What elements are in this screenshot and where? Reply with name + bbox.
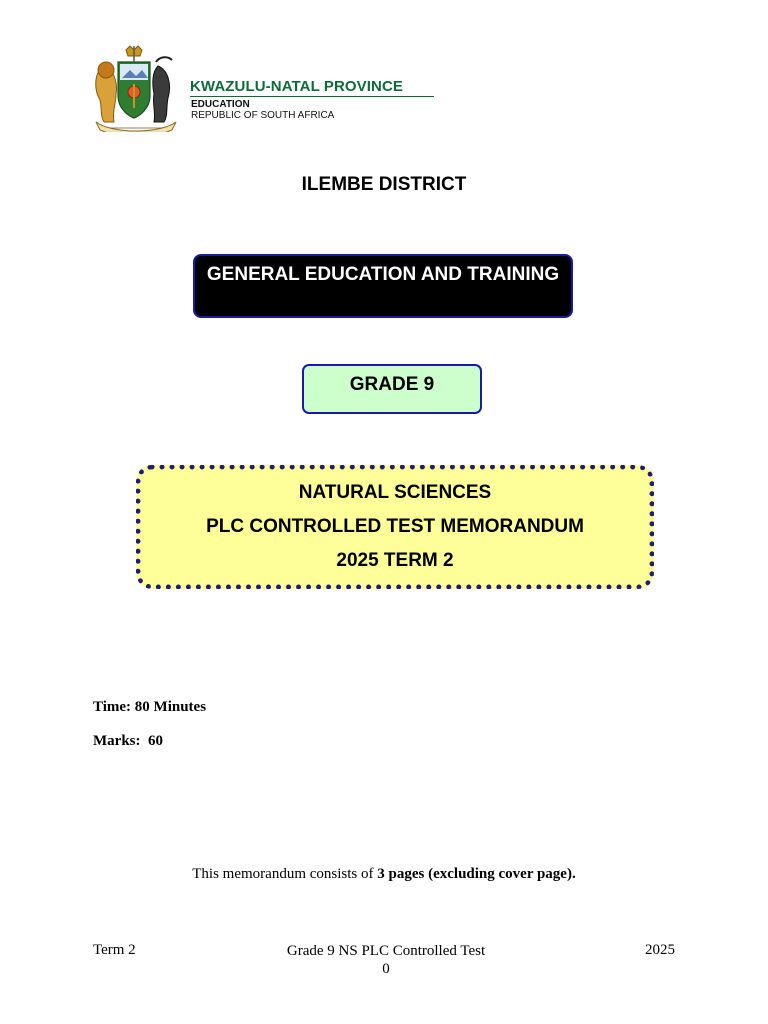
- footer-term: Term 2: [93, 942, 136, 958]
- phase-label: GENERAL EDUCATION AND TRAINING: [206, 264, 560, 285]
- footer-test-name: Grade 9 NS PLC Controlled Test: [286, 943, 486, 959]
- term-title: 2025 TERM 2: [336, 550, 454, 571]
- logo-divider: [190, 96, 434, 97]
- logo-province-name: KWAZULU-NATAL PROVINCE: [190, 78, 404, 95]
- grade-badge: [302, 364, 482, 414]
- total-marks: Marks: 60: [93, 733, 163, 749]
- logo-country: REPUBLIC OF SOUTH AFRICA: [191, 110, 335, 121]
- footer-title: [240, 942, 532, 978]
- kzn-education-logo: [88, 44, 438, 132]
- subject-title: NATURAL SCIENCES: [298, 482, 492, 503]
- paper-title: PLC CONTROLLED TEST MEMORANDUM: [206, 516, 584, 537]
- logo-department: EDUCATION: [191, 99, 250, 110]
- subject-panel: [136, 465, 654, 589]
- grade-label: GRADE 9: [349, 374, 435, 395]
- phase-banner: [193, 254, 573, 318]
- coat-of-arms-icon: [88, 44, 184, 132]
- notice-page-count: 3 pages (excluding cover page).: [377, 866, 576, 882]
- time-allocation: Time: 80 Minutes: [93, 699, 207, 715]
- notice-text: This memorandum consists of: [192, 866, 378, 882]
- footer-page-number: 0: [382, 961, 390, 977]
- district-title: ILEMBE DISTRICT: [301, 174, 467, 195]
- page-count-notice: [0, 866, 768, 883]
- footer-year: 2025: [645, 942, 675, 958]
